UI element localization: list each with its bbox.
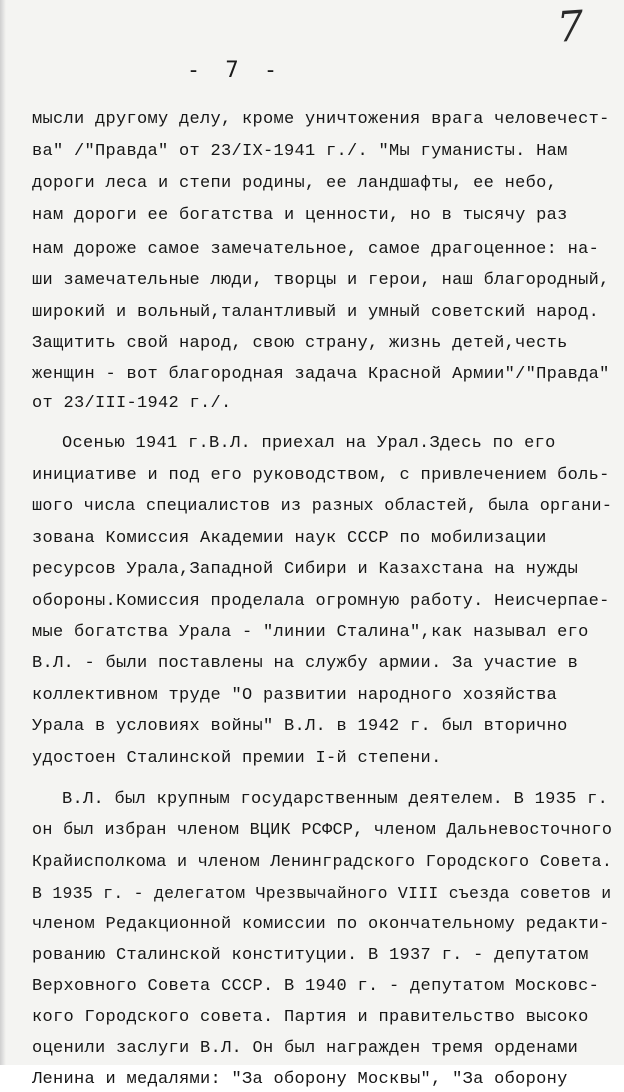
text-line: ресурсов Урала,Западной Сибири и Казахстана на нужды [32, 560, 579, 579]
text-line: женщин - вот благородная задача Красной Армии"/"Правда" [32, 365, 610, 384]
text-line: ши замечательные люди, творцы и герои, наш благородный, [32, 271, 610, 290]
text-line: В 1935 г. - делегатом Чрезвычайного VIII съезда советов и [32, 884, 612, 903]
text-line: он был избран членом ВЦИК РСФСР, членом Дальневосточного [32, 821, 613, 840]
typed-page-number: - 7 - [186, 58, 284, 83]
text-line: кого Городского совета. Партия и правительство высоко [32, 1008, 589, 1027]
text-line: дороги леса и степи родины, ее ландшафты, ее небо, [32, 174, 558, 193]
text-line: Урала в условиях войны" В.Л. в 1942 г. был вторично [32, 717, 568, 736]
text-line: мые богатства Урала - "линии Сталина",как называл его [32, 623, 589, 642]
text-line: рованию Сталинской конституции. В 1937 г. - депутатом [32, 946, 589, 965]
text-line: инициативе и под его руководством, с привлечением боль- [32, 466, 610, 485]
text-line: нам дороги ее богатства и ценности, но в тысячу раз [32, 206, 568, 225]
text-line: Осенью 1941 г.В.Л. приехал на Урал.Здесь по его [62, 434, 556, 453]
text-line: В.Л. был крупным государственным деятелем. В 1935 г. [62, 790, 609, 809]
text-line: оценили заслуги В.Л. Он был награжден тремя орденами [32, 1039, 579, 1058]
text-line: от 23/III-1942 г./. [32, 394, 232, 413]
text-line: коллективном труде "О развитии народного хозяйства [32, 686, 558, 705]
text-line: Ленина и медалями: "За оборону Москвы", "За оборону [32, 1070, 568, 1089]
text-line: Верховного Совета СССР. В 1940 г. - депутатом Московс- [32, 977, 600, 996]
handwritten-page-number: 7 [555, 1, 586, 52]
text-line: удостоен Сталинской премии I-й степени. [32, 749, 442, 768]
text-line: Крайисполкома и членом Ленинградского Городского Совета. [32, 853, 613, 872]
page-edge-shadow [0, 0, 6, 1065]
text-line: Защитить свой народ, свою страну, жизнь детей,честь [32, 334, 568, 353]
text-line: В.Л. - были поставлены на службу армии. За участие в [32, 654, 579, 673]
text-line: нам дороже самое замечательное, самое драгоценное: на- [32, 240, 600, 259]
text-line: зована Комиссия Академии наук СССР по мобилизации [32, 529, 547, 548]
text-line: шого числа специалистов из разных областей, была органи- [32, 497, 613, 516]
text-line: ва" /"Правда" от 23/IX-1941 г./. "Мы гуманисты. Нам [32, 142, 568, 161]
text-line: широкий и вольный,талантливый и умный советский народ. [32, 303, 600, 322]
text-line: обороны.Комиссия проделала огромную работу. Неисчерпае- [32, 592, 610, 611]
text-line: мысли другому делу, кроме уничтожения врага человечест- [32, 110, 610, 129]
text-line: членом Редакционной комиссии по окончательному редакти- [32, 915, 610, 934]
